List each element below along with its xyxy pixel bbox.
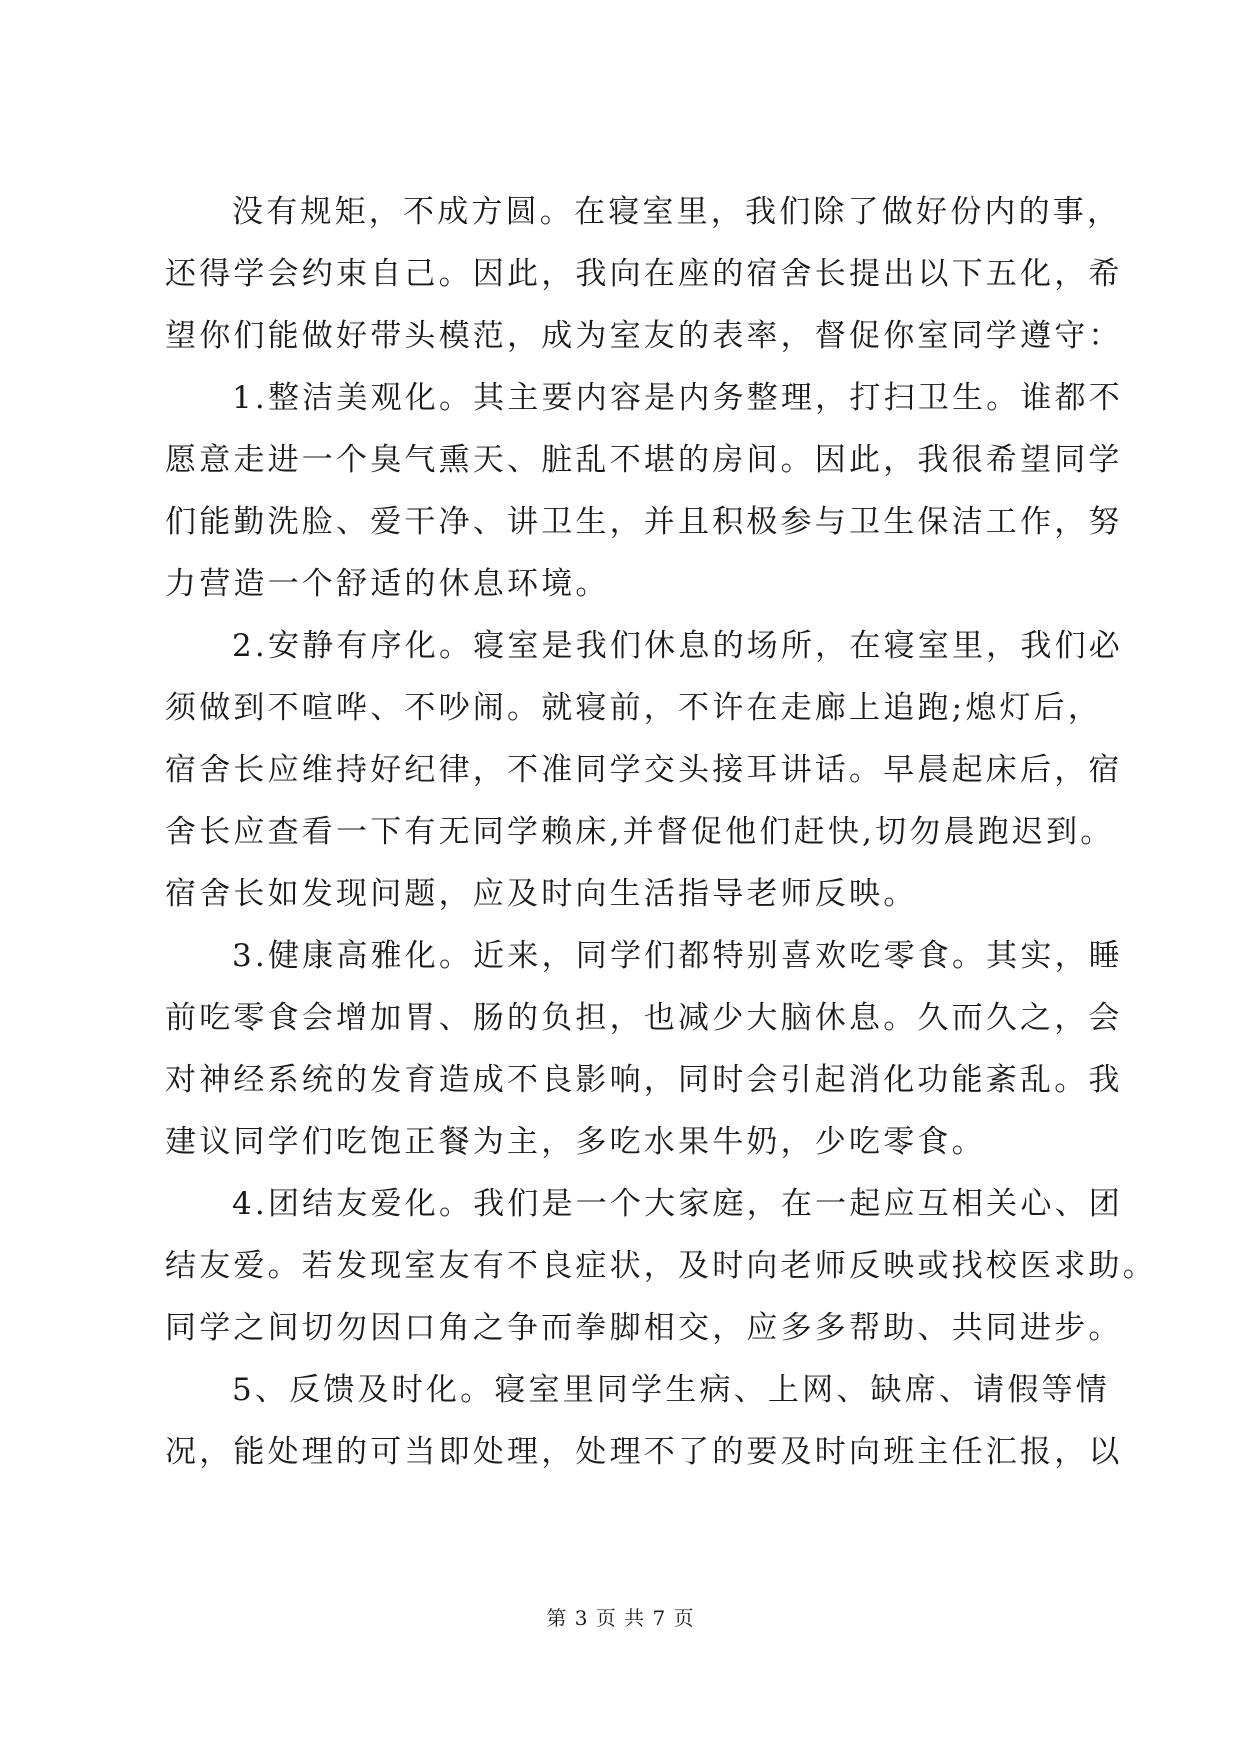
text-line: 况，能处理的可当即处理，处理不了的要及时向班主任汇报，以 [165,1434,1123,1470]
text-line: 5、反馈及时化。寝室里同学生病、上网、缺席、请假等情 [232,1372,1110,1408]
text-line: 还得学会约束自己。因此，我向在座的宿舍长提出以下五化，希 [165,256,1123,292]
text-line: 舍长应查看一下有无同学赖床,并督促他们赶快,切勿晨跑迟到。 [165,814,1115,850]
text-line: 望你们能做好带头模范，成为室友的表率，督促你室同学遵守： [165,318,1123,354]
text-line: 宿舍长应维持好纪律，不准同学交头接耳讲话。早晨起床后，宿 [165,752,1123,788]
text-line: 宿舍长如发现问题，应及时向生活指导老师反映。 [165,876,918,912]
text-line: 3.健康高雅化。近来，同学们都特别喜欢吃零食。其实，睡 [232,938,1123,974]
text-line: 建议同学们吃饱正餐为主，多吃水果牛奶，少吃零食。 [165,1124,986,1160]
text-line: 1.整洁美观化。其主要内容是内务整理，打扫卫生。谁都不 [232,380,1123,416]
text-line: 4.团结友爱化。我们是一个大家庭，在一起应互相关心、团 [232,1186,1123,1222]
page-number-footer: 第 3 页 共 7 页 [546,1606,695,1630]
text-line: 愿意走进一个臭气熏天、脏乱不堪的房间。因此，我很希望同学 [165,442,1123,478]
text-line: 须做到不喧哗、不吵闹。就寝前，不许在走廊上追跑;熄灯后， [165,690,1103,726]
text-line: 力营造一个舒适的休息环境。 [165,566,610,602]
text-line: 同学之间切勿因口角之争而拳脚相交，应多多帮助、共同进步。 [165,1310,1123,1346]
text-line: 没有规矩，不成方圆。在寝室里，我们除了做好份内的事， [232,194,1122,230]
text-line: 2.安静有序化。寝室是我们休息的场所，在寝室里，我们必 [232,628,1123,664]
text-line: 们能勤洗脸、爱干净、讲卫生，并且积极参与卫生保洁工作，努 [165,504,1123,540]
text-line: 对神经系统的发育造成不良影响，同时会引起消化功能紊乱。我 [165,1062,1123,1098]
text-line: 结友爱。若发现室友有不良症状，及时向老师反映或找校医求助。 [165,1248,1157,1284]
text-line: 前吃零食会增加胃、肠的负担，也减少大脑休息。久而久之，会 [165,1000,1123,1036]
